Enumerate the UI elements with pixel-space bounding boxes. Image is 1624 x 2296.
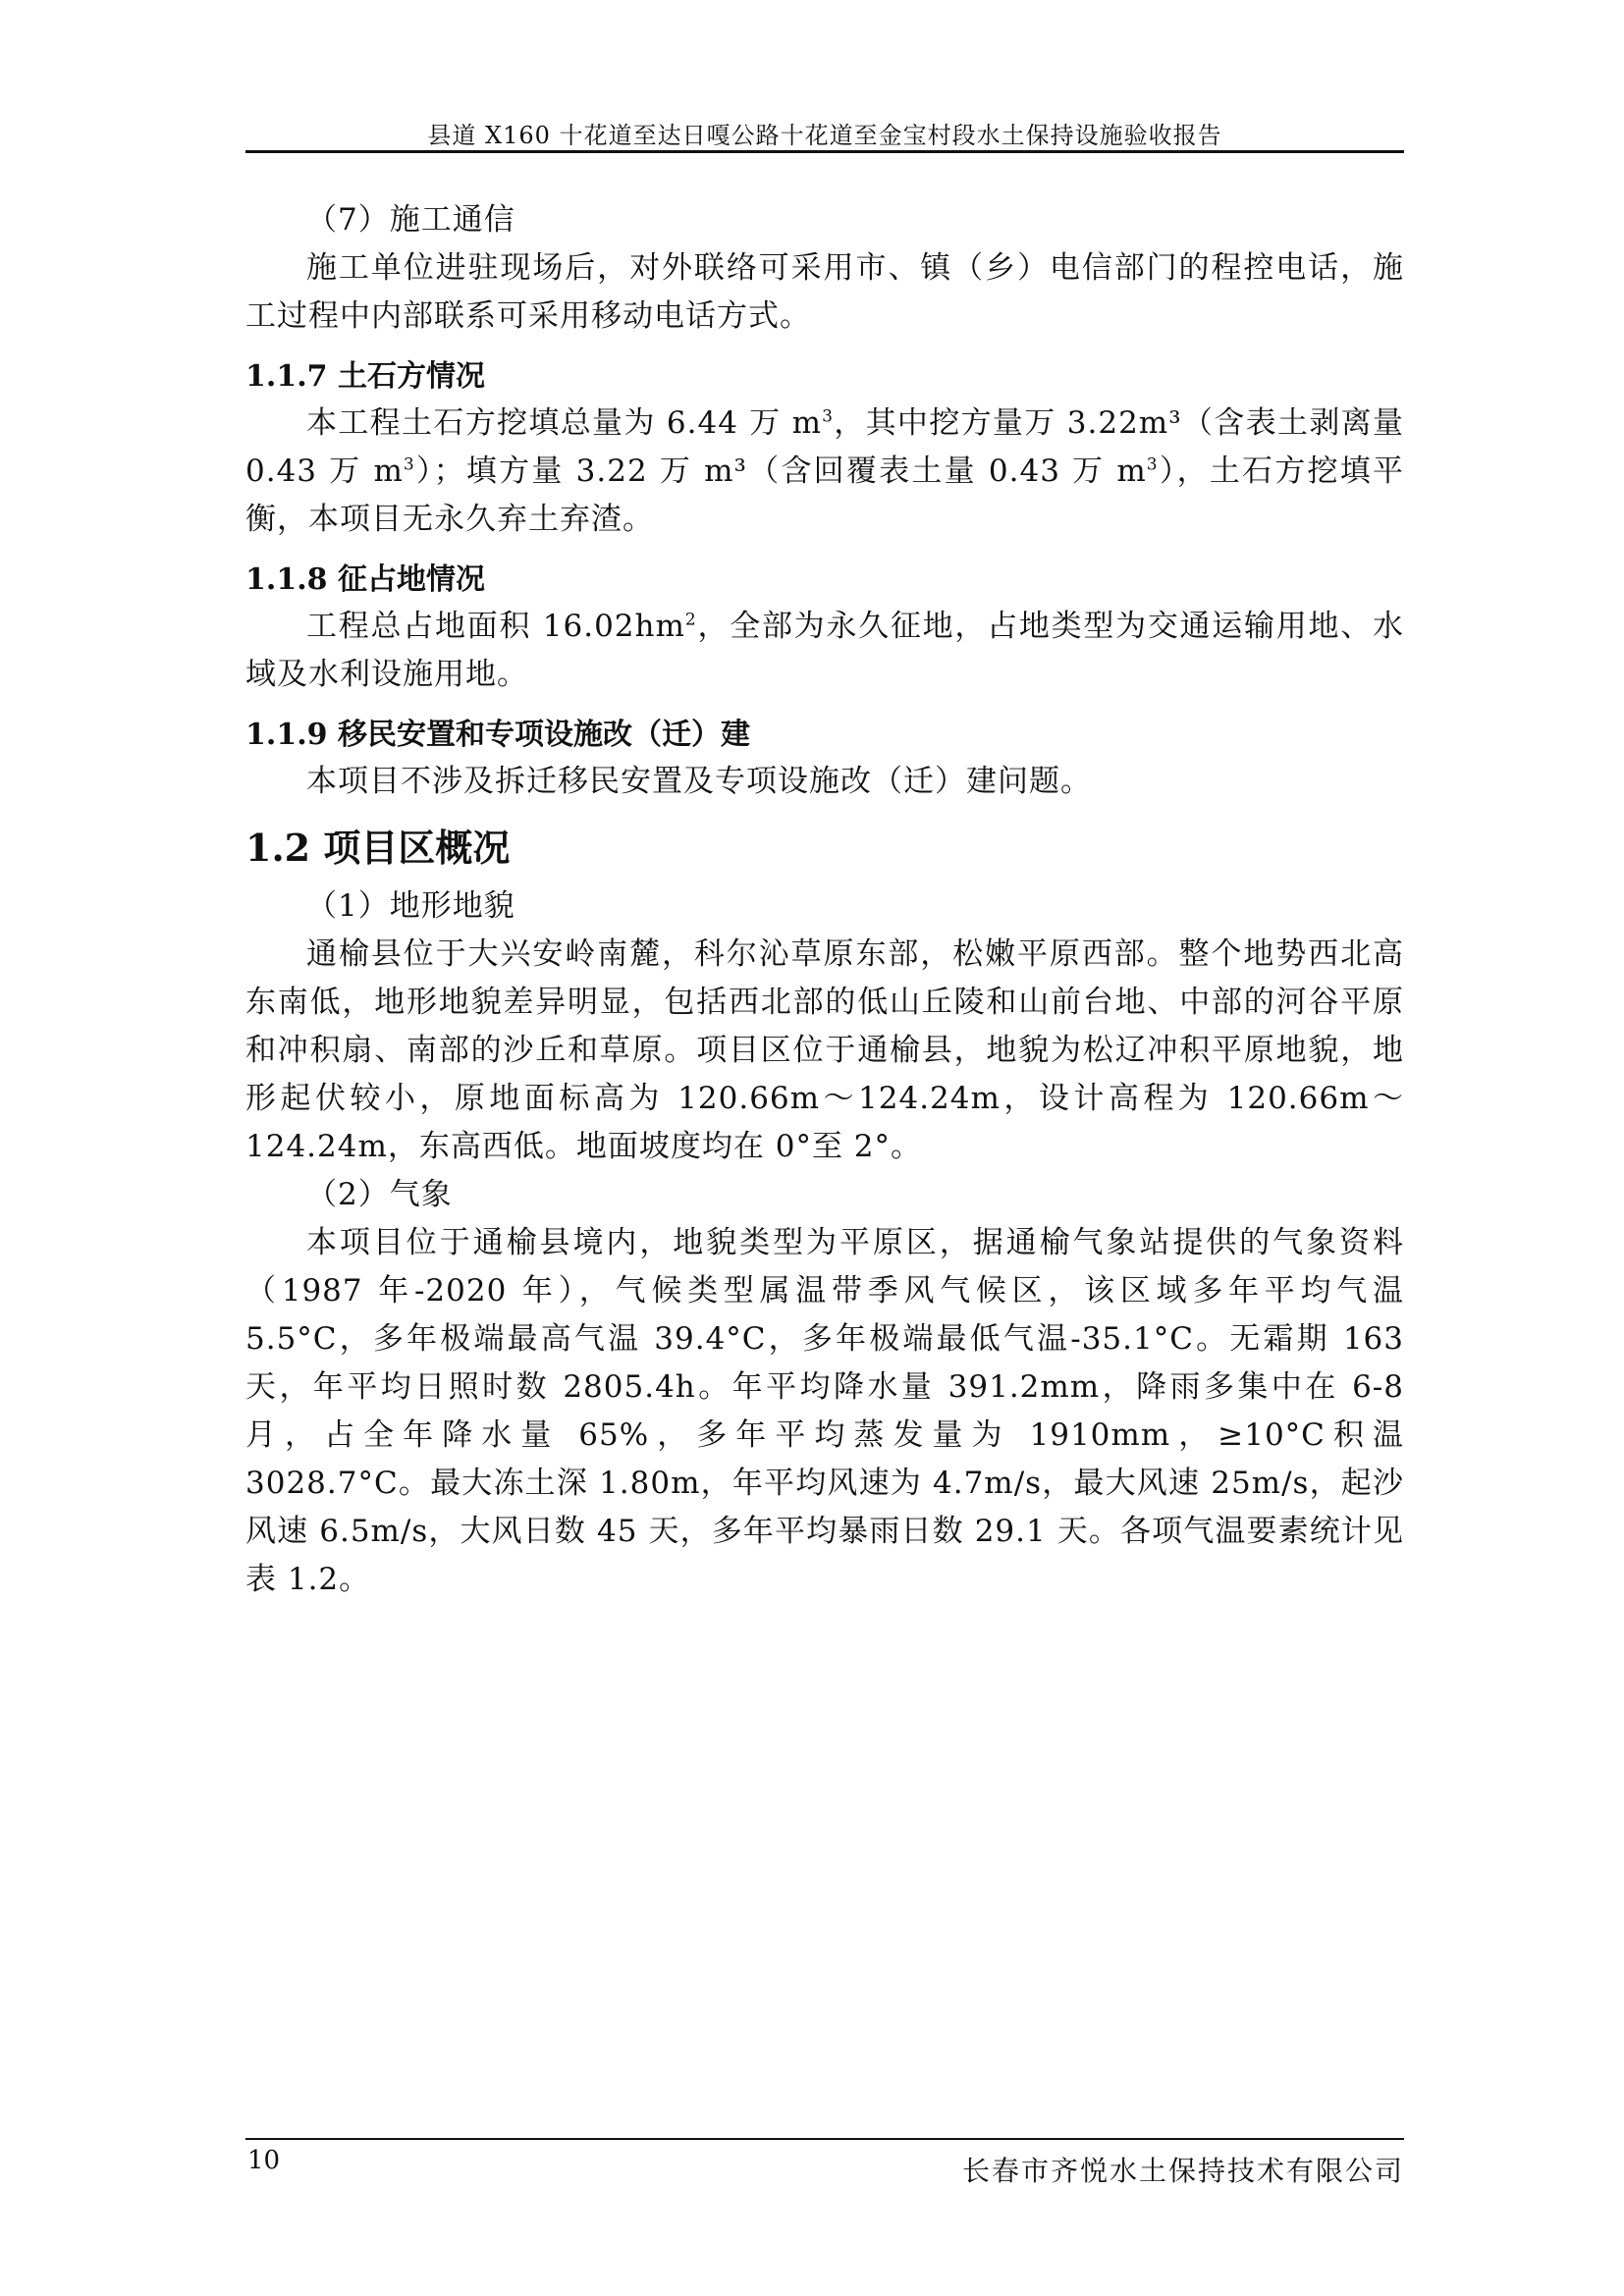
paragraph: 通榆县位于大兴安岭南麓，科尔沁草原东部，松嫩平原西部。整个地势西北高东南低，地形地貌差异明显，包括西北部的低山丘陵和山前台地、中部的河谷平原和冲积扇、南部的沙丘和草原。项目区位于通榆县，地貌为松辽冲积平原地貌，地形起伏较小，原地面标高为 120.66m～124.24m，设计高程为 120.66m～124.24m，东高西低。地面坡度均在 0°至 2°。	[245, 936, 1404, 1164]
section-heading: 1.1.7 土石方情况	[245, 359, 485, 394]
section-heading: 1.1.8 征占地情况	[245, 562, 485, 597]
paragraph: （7）施工通信	[306, 202, 515, 238]
header-rule	[245, 150, 1404, 153]
paragraph: 本项目不涉及拆迁移民安置及专项设施改（迁）建问题。	[306, 764, 1092, 799]
chapter-heading: 1.2 项目区概况	[245, 826, 511, 870]
paragraph: 本工程土石方挖填总量为 6.44 万 $m^3$，其中挖方量万 3.22m³（含表土剥离量 0.43 万 $m^3$）；填方量 3.22 万 m³（含回覆表土量 0.43 万 $m^3$），土石方挖填平衡，本项目无永久弃土弃渣。	[245, 405, 1405, 537]
paragraph: 施工单位进驻现场后，对外联络可采用市、镇（乡）电信部门的程控电话，施工过程中内部联系可采用移动电话方式。	[245, 250, 1404, 334]
paragraph: 工程总占地面积 $16.02hm^2$，全部为永久征地，占地类型为交通运输用地、水域及水利设施用地。	[245, 609, 1404, 692]
paragraph: （2）气象	[306, 1177, 453, 1212]
footer-rule	[245, 2138, 1404, 2140]
paragraph: 本项目位于通榆县境内，地貌类型为平原区，据通榆气象站提供的气象资料（1987 年-2020 年），气候类型属温带季风气候区，该区域多年平均气温 5.5°C，多年极端最高气温 39.4°C，多年极端最低气温-35.1°C。无霜期 163 天，年平均日照时数 2805.4h。年平均降水量 391.2mm，降雨多集中在 6-8 月，占全年降水量 65%，多年平均蒸发量为 1910mm，≥10°C积温 3028.7°C。最大冻土深 1.80m，年平均风速为 4.7m/s，最大风速 25m/s，起沙风速 6.5m/s，大风日数 45 天，多年平均暴雨日数 29.1 天。各项气温要素统计见表 1.2。	[245, 1225, 1404, 1597]
paragraph: （1）地形地貌	[306, 888, 515, 924]
section-heading: 1.1.9 移民安置和专项设施改（迁）建	[245, 718, 750, 752]
page-body	[245, 196, 1404, 1604]
running-header: 县道 X160 十花道至达日嘎公路十花道至金宝村段水土保持设施验收报告	[427, 122, 1222, 149]
page-number: 10	[247, 2146, 281, 2175]
company-name: 长春市齐悦水土保持技术有限公司	[961, 2155, 1404, 2187]
